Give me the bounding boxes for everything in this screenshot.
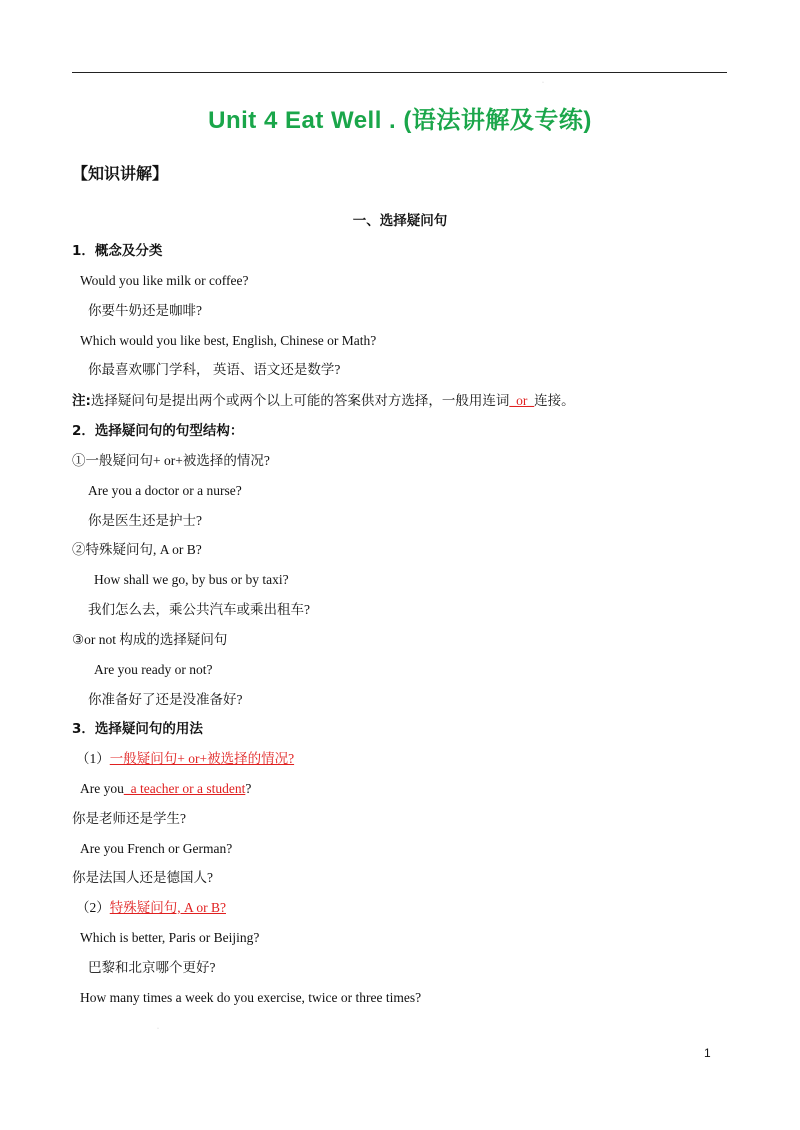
translation-line: 你准备好了还是没准备好? (88, 692, 243, 707)
translation-line: 你是医生还是护士? (88, 513, 202, 528)
example-fill: _a teacher or a student (123, 781, 246, 796)
translation-line: 你要牛奶还是咖啡? (88, 303, 202, 318)
heading-usage: 3．选择疑问句的用法 (72, 721, 203, 737)
translation-line: 你最喜欢哪门学科， 英语、语文还是数学? (88, 362, 341, 377)
note-line (72, 392, 575, 410)
section-label: 【知识讲解】 (72, 164, 169, 183)
subsection-label: 一、选择疑问句 (352, 213, 448, 229)
example-line: Which would you like best, English, Chinese or Math? (80, 333, 377, 348)
example-line: Are you a doctor or a nurse? (88, 483, 242, 498)
note-end: 连接。 (534, 393, 575, 408)
translation-line: 你是法国人还是德国人? (72, 870, 213, 885)
usage-item-1 (76, 750, 294, 768)
page-title: Unit 4 Eat Well . (语法讲解及专练) (208, 107, 592, 134)
usage-number: （2） (76, 900, 110, 915)
note-label: 注: (72, 393, 91, 409)
usage-item-2 (76, 899, 226, 917)
decor-dot: · (157, 1026, 159, 1032)
decor-dot: · (542, 80, 544, 86)
note-text: 选择疑问句是提出两个或两个以上可能的答案供对方选择，一般用连词 (90, 393, 510, 408)
example-line: Would you like milk or coffee? (80, 273, 249, 288)
example-line: How shall we go, by bus or by taxi? (94, 572, 289, 587)
usage-text: 特殊疑问句, A or B? (109, 900, 226, 915)
note-fill: _or_ (509, 393, 535, 408)
example-line: Are you ready or not? (94, 662, 213, 677)
example-end: ? (245, 781, 252, 796)
heading-concept: 1．概念及分类 (72, 243, 163, 259)
example-prefix: Are you (80, 781, 124, 796)
translation-line: 我们怎么去，乘公共汽车或乘出租车? (88, 602, 310, 617)
usage-number: （1） (76, 751, 110, 766)
example-line (80, 780, 251, 798)
pattern-line: ②特殊疑问句, A or B? (72, 542, 202, 557)
page-number: 1 (704, 1046, 711, 1060)
usage-text: 一般疑问句+ or+被选择的情况? (109, 751, 295, 766)
pattern-line: ①一般疑问句+ or+被选择的情况? (72, 453, 270, 468)
example-line: How many times a week do you exercise, twice or three times? (80, 990, 422, 1005)
example-line: Are you French or German? (80, 841, 233, 856)
header-rule (72, 72, 727, 73)
translation-line: 巴黎和北京哪个更好? (88, 960, 216, 975)
example-line: Which is better, Paris or Beijing? (80, 930, 260, 945)
pattern-line: ③or not 构成的选择疑问句 (72, 632, 228, 647)
translation-line: 你是老师还是学生? (72, 811, 186, 826)
heading-structure: 2．选择疑问句的句型结构： (72, 423, 244, 439)
